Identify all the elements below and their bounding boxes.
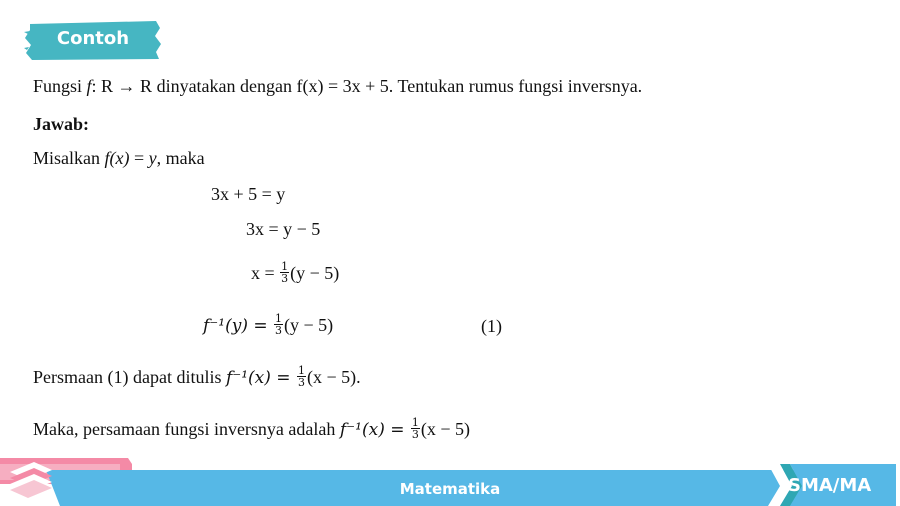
equation-number: (1) <box>481 316 502 336</box>
step-2: 3x = y − 5 <box>246 219 321 239</box>
conclusion-line: Maka, persamaan fungsi inversnya adalah f⁻¹(x) = $\frac{1}{3}$ (x − 5) <box>33 416 471 442</box>
rewrite-line: Persmaan (1) dapat ditulis f⁻¹(x) = $\frac{1}{3}$ (x − 5). <box>33 364 361 390</box>
step-4: f⁻¹(y) = $\frac{1}{3}$ (y − 5) <box>203 312 334 338</box>
fraction-one-third: $\frac{1}{3}$ <box>281 260 289 286</box>
answer-label: Jawab: <box>33 114 90 134</box>
fraction-one-third: $\frac{1}{3}$ <box>297 364 305 390</box>
fraction-one-third: $\frac{1}{3}$ <box>411 416 419 442</box>
badge-label: Contoh <box>56 28 130 49</box>
fraction-one-third: $\frac{1}{3}$ <box>275 312 283 338</box>
step-1: 3x + 5 = y <box>211 184 286 204</box>
step-3: x = $\frac{1}{3}$ (y − 5) <box>251 260 340 286</box>
suppose-line: Misalkan f(x) = y, maka <box>33 148 205 168</box>
footer-level: SMA/MA <box>788 475 872 496</box>
contoh-badge <box>24 18 162 62</box>
problem-statement: Fungsi f: R → R dinyatakan dengan f(x) = 3x + 5. Tentukan rumus fungsi inversnya. <box>33 76 643 96</box>
footer-subject: Matematika <box>399 480 501 498</box>
footer-bar <box>0 454 900 506</box>
